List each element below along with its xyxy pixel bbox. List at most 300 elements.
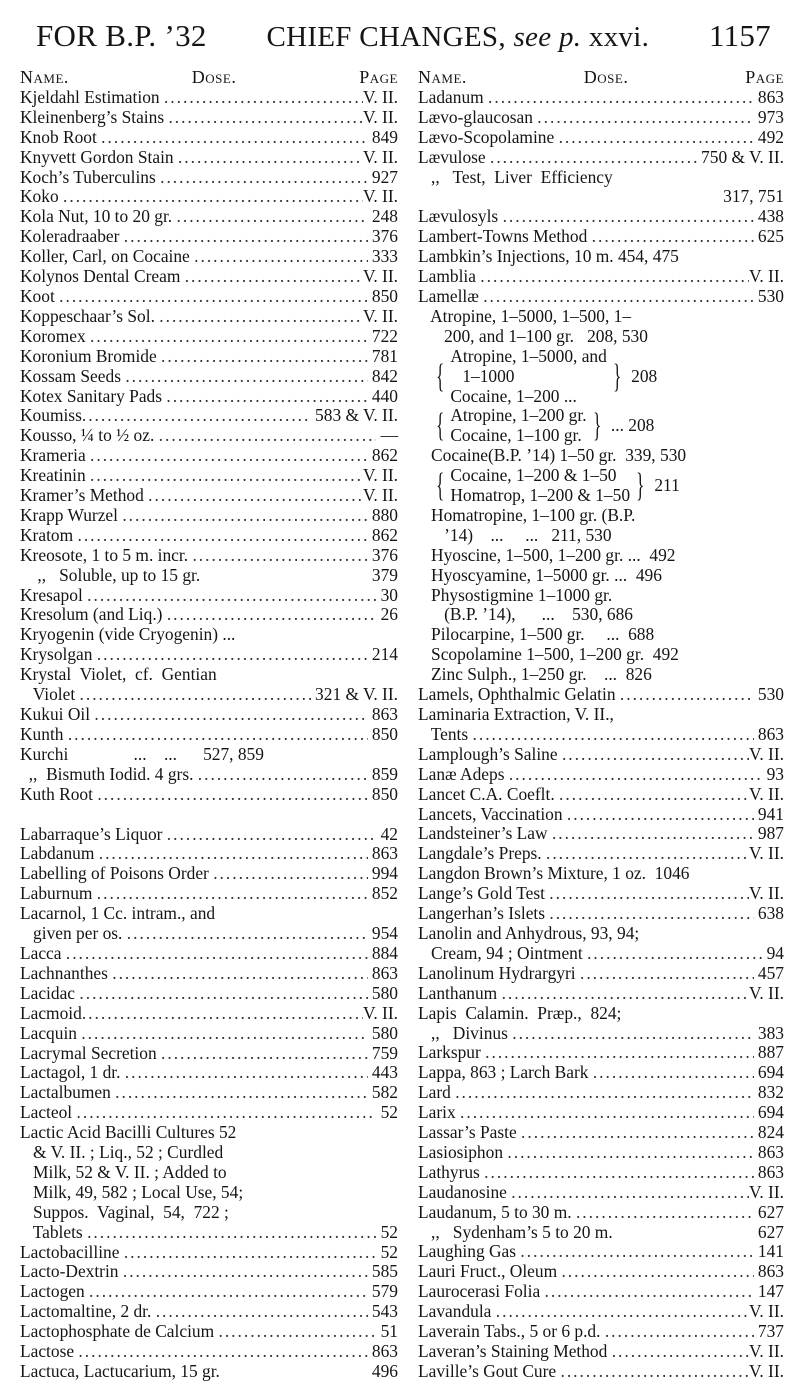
dot-leader: [488, 88, 754, 108]
index-entry: [20, 1004, 398, 1024]
entry-term: Lævulose: [418, 146, 490, 167]
entry-page-ref: 880: [367, 504, 398, 525]
header-xxvi: xxvi.: [588, 21, 650, 53]
index-entry: [20, 844, 398, 864]
brace-group-cocaine-homatrop: [418, 466, 784, 506]
index-entry: [20, 1123, 398, 1143]
dot-leader: [87, 1223, 376, 1243]
entry-page-ref: 849: [367, 126, 398, 147]
entry-term: Lævulosyls: [418, 206, 503, 227]
index-entry: [418, 1262, 784, 1282]
index-entry: [20, 1083, 398, 1103]
header-title: CHIEF CHANGES,: [266, 21, 506, 53]
entry-term: Lauri Fruct., Oleum: [418, 1261, 562, 1282]
index-entry: [20, 1024, 398, 1044]
index-entry: [418, 765, 784, 785]
entry-term: Lactomaltine, 2 dr.: [20, 1301, 156, 1322]
dot-leader: [159, 307, 363, 327]
entry-page-ref: 52: [376, 1221, 398, 1242]
entry-page-ref: V. II.: [363, 485, 398, 506]
entry-page-ref: 863: [367, 843, 398, 864]
entry-page-ref: 530: [753, 684, 784, 705]
dot-leader: [580, 964, 754, 984]
entry-term: ,, Test, Liver Efficiency: [418, 166, 613, 187]
index-entry: [20, 725, 398, 745]
index-entry: [20, 904, 398, 924]
entry-page-ref: 862: [367, 524, 398, 545]
index-entry: [20, 88, 398, 108]
entry-term: Lactophosphate de Calcium: [20, 1321, 219, 1342]
entry-term: Cream, 94 ; Ointment: [418, 942, 588, 963]
dot-leader: [94, 705, 367, 725]
entry-page-ref: V. II.: [363, 266, 398, 287]
left-brace-icon: {: [436, 467, 445, 505]
dot-leader: [502, 984, 749, 1004]
dot-leader: [167, 605, 376, 625]
index-column-right: [418, 68, 784, 1382]
dot-leader: [123, 1262, 368, 1282]
page-ref: ... 208: [610, 415, 655, 436]
entry-term: Lard: [418, 1082, 456, 1103]
entry-term: Scopolamine 1–500, 1–200 gr. 492: [418, 644, 679, 665]
index-entry: [20, 1163, 398, 1183]
dot-leader: [68, 725, 368, 745]
dot-leader: [160, 168, 367, 188]
entry-page-ref: 850: [367, 723, 398, 744]
dot-leader: [587, 944, 762, 964]
column-header: [418, 68, 784, 88]
dot-leader: [167, 825, 376, 845]
entry-page-ref: 141: [753, 1241, 784, 1262]
index-entry: [20, 446, 398, 466]
entry-page-ref: 580: [367, 982, 398, 1003]
entry-term: Langdon Brown’s Mixture, 1 oz. 1046: [418, 863, 690, 884]
index-entry: [418, 1004, 784, 1024]
entry-term: Laughing Gas: [418, 1241, 521, 1262]
index-entry: [418, 327, 784, 347]
column-header-name: Name.: [20, 67, 69, 87]
entry-page-ref: 52: [376, 1241, 398, 1262]
page-ref: 211: [654, 475, 680, 496]
dot-leader: [79, 984, 367, 1004]
dot-leader: [78, 1342, 367, 1362]
entry-term: ,, Divinus: [418, 1022, 513, 1043]
right-brace-icon: }: [636, 467, 645, 505]
entry-term: Koppeschaar’s Sol.: [20, 305, 160, 326]
brace-line: Cocaine, 1–100 gr.: [450, 425, 582, 446]
dot-leader: [620, 685, 754, 705]
entry-page-ref: 530: [753, 285, 784, 306]
entry-term: Lacarnol, 1 Cc. intram., and: [20, 903, 216, 924]
dot-leader: [90, 466, 363, 486]
brace-line: 1–1000: [462, 365, 515, 386]
index-entry: [418, 108, 784, 128]
dot-leader: [81, 1024, 367, 1044]
entry-term: Lactose: [20, 1341, 79, 1362]
index-column-left: [20, 68, 398, 1382]
entry-term: Kryogenin (vide Cryogenin) ...: [20, 624, 236, 645]
dot-leader: [198, 765, 368, 785]
dot-leader: [80, 685, 311, 705]
index-entry: [20, 1044, 398, 1064]
index-entry: [418, 924, 784, 944]
dot-leader: [168, 108, 363, 128]
dot-leader: [605, 1322, 754, 1342]
entry-page-ref: 52: [376, 1102, 398, 1123]
index-entry: [418, 1242, 784, 1262]
index-entry: [20, 665, 398, 685]
index-entry: [418, 1163, 784, 1183]
entry-term: Labarraque’s Liquor: [20, 823, 167, 844]
entry-term: Hyoscine, 1–500, 1–200 gr. ... 492: [418, 544, 676, 565]
dot-leader: [177, 207, 368, 227]
left-brace-icon: {: [436, 357, 445, 395]
index-entry: [20, 367, 398, 387]
index-entry: [20, 566, 398, 586]
dot-leader: [507, 1143, 753, 1163]
index-entry: [418, 1322, 784, 1342]
index-entries: [418, 506, 784, 1382]
dot-leader: [164, 88, 363, 108]
entry-page-ref: 859: [367, 763, 398, 784]
dot-leader: [521, 1123, 754, 1143]
entry-term: Laminaria Extraction, V. II.,: [418, 704, 614, 724]
entry-term: Lasiosiphon: [418, 1141, 508, 1162]
entry-term: & V. II. ; Liq., 52 ; Curdled: [20, 1142, 224, 1163]
entry-page-ref: 887: [753, 1042, 784, 1063]
entry-term: Laudanosine: [418, 1181, 512, 1202]
entry-term: Lactic Acid Bacilli Cultures 52: [20, 1122, 237, 1143]
index-entry: [418, 1223, 784, 1243]
entry-term: Laverain Tabs., 5 or 6 p.d.: [418, 1321, 605, 1342]
entry-term: Lamellæ: [418, 285, 484, 306]
header-p: p.: [558, 21, 582, 53]
index-entry: [20, 327, 398, 347]
dot-leader: [473, 725, 754, 745]
index-entry: [20, 347, 398, 367]
index-entry: [418, 1203, 784, 1223]
column-header: [20, 68, 398, 88]
index-entry: [20, 247, 398, 267]
index-entry: [418, 287, 784, 307]
page-number: 1157: [708, 18, 771, 53]
index-entry: [20, 1103, 398, 1123]
index-entry: [20, 426, 398, 446]
entry-page-ref: 750 & V. II.: [696, 146, 784, 167]
right-brace-icon: }: [592, 407, 601, 445]
entry-term: Lamels, Ophthalmic Gelatin: [418, 684, 620, 705]
entry-term: Laveran’s Staining Method: [418, 1341, 612, 1361]
dot-leader: [460, 1103, 754, 1123]
entry-page-ref: 42: [376, 823, 398, 844]
index-entry: [20, 1282, 398, 1302]
entry-page-ref: V. II.: [749, 982, 784, 1003]
dot-leader: [213, 864, 367, 884]
brace-group-atropine-cocaine: [418, 347, 784, 407]
entry-term: Lapis Calamin. Præp., 824;: [418, 1002, 622, 1023]
index-entry: [20, 645, 398, 665]
dot-leader: [549, 904, 753, 924]
entry-term: Kjeldahl Estimation: [20, 86, 164, 107]
column-header-dose: Dose.: [191, 67, 237, 87]
index-entry: [418, 964, 784, 984]
entry-term: Atropine, 1–5000, 1–500, 1–: [418, 305, 632, 326]
entry-term: Ladanum: [418, 86, 489, 107]
entry-term: Cocaine(B.P. ’14) 1–50 gr. 339, 530: [418, 445, 687, 466]
index-entry: [20, 625, 398, 645]
entry-page-ref: 824: [753, 1122, 784, 1143]
entry-term: Labdanum: [20, 843, 99, 864]
entry-page-ref: 694: [753, 1102, 784, 1123]
entry-page-ref: 863: [753, 723, 784, 744]
entry-page-ref: V. II.: [749, 1341, 784, 1361]
index-entry: [418, 904, 784, 924]
entry-page-ref: 376: [367, 544, 398, 565]
dot-leader: [159, 426, 377, 446]
entry-page-ref: 638: [753, 903, 784, 924]
entry-page-ref: 492: [753, 126, 784, 147]
dot-leader: [99, 844, 368, 864]
entry-term: Knyvett Gordon Stain: [20, 146, 178, 167]
index-entry: [20, 765, 398, 785]
entry-page-ref: 927: [367, 166, 398, 187]
brace-lines: [450, 406, 586, 446]
entry-page-ref: 863: [367, 1341, 398, 1362]
entry-page-ref: V. II.: [363, 1002, 398, 1023]
entry-page-ref: 863: [367, 962, 398, 983]
index-entry: [418, 864, 784, 884]
index-entry: [418, 187, 784, 207]
entry-term: Knob Root: [20, 126, 102, 147]
entry-page-ref: 583 & V. II.: [310, 405, 398, 426]
entry-term: Koumiss: [20, 405, 82, 426]
entry-page-ref: 383: [753, 1022, 784, 1043]
entry-term: Violet: [20, 684, 80, 705]
index-entry: [418, 1282, 784, 1302]
dot-leader: [112, 964, 367, 984]
index-entry: [20, 586, 398, 606]
entry-term: Kola Nut, 10 to 20 gr.: [20, 206, 177, 227]
index-entry: [418, 1342, 784, 1362]
entry-term: Koleradraaber: [20, 226, 124, 247]
entry-term: Lactuca, Lactucarium, 15 gr.: [20, 1361, 220, 1381]
index-entry: [418, 168, 784, 188]
header-left: FOR B.P. ’32: [36, 18, 207, 53]
entry-page-ref: 580: [367, 1022, 398, 1043]
index-entry: [418, 207, 784, 227]
entry-term: Lanolin and Anhydrous, 93, 94;: [418, 922, 640, 943]
entry-page-ref: 694: [753, 1062, 784, 1083]
entry-page-ref: 722: [367, 325, 398, 346]
entry-term: Koller, Carl, on Cocaine: [20, 246, 195, 267]
index-entry: [418, 446, 784, 466]
index-entry: [418, 844, 784, 864]
entry-page-ref: 440: [367, 385, 398, 406]
entry-page-ref: 51: [376, 1321, 398, 1342]
dot-leader: [166, 387, 367, 407]
entry-term: Lavandula: [418, 1301, 496, 1322]
entry-term: Lacmoid: [20, 1002, 82, 1023]
entry-page-ref: 941: [753, 803, 784, 824]
dot-leader: [561, 1262, 753, 1282]
brace-line: Homatrop, 1–200 & 1–50: [450, 485, 631, 506]
entry-term: Krapp Wurzel: [20, 504, 123, 525]
index-entry: [20, 1063, 398, 1083]
entry-page-ref: 30: [376, 584, 398, 605]
index-entry: [418, 665, 784, 685]
dot-leader: [612, 1342, 749, 1362]
entry-term: Suppos. Vaginal, 54, 722 ;: [20, 1201, 229, 1222]
index-entry: [418, 307, 784, 327]
index-entry: [20, 128, 398, 148]
brace-line: Atropine, 1–5000, and: [450, 345, 607, 366]
entry-page-ref: 94: [762, 942, 784, 963]
dot-leader: [194, 247, 367, 267]
index-entry: [20, 1143, 398, 1163]
page-header: [36, 18, 771, 58]
index-entry: [20, 984, 398, 1004]
index-entry: [20, 466, 398, 486]
index-entry: [418, 1043, 784, 1063]
entry-term: Landsteiner’s Law: [418, 823, 552, 844]
entry-term: Milk, 49, 582 ; Local Use, 54;: [20, 1181, 244, 1202]
dot-leader: [63, 187, 363, 207]
dot-leader: [559, 128, 754, 148]
entry-page-ref: 884: [367, 942, 398, 963]
dot-leader: [101, 128, 367, 148]
dot-leader: [127, 924, 368, 944]
entry-term: Tents: [418, 723, 473, 744]
index-entry: [418, 805, 784, 825]
entry-term: Lacto-Dextrin: [20, 1261, 123, 1282]
index-entry: [20, 944, 398, 964]
index-entry: [20, 964, 398, 984]
dot-leader: [192, 546, 367, 566]
entry-page-ref: 585: [367, 1261, 398, 1282]
entry-page-ref: 759: [367, 1042, 398, 1063]
brace-line: Atropine, 1–200 gr.: [450, 405, 587, 426]
entry-term: Koko: [20, 186, 63, 207]
entry-page-ref: V. II.: [363, 465, 398, 486]
entry-term: Lambert-Towns Method: [418, 226, 592, 247]
entry-page-ref: 438: [753, 206, 784, 227]
entry-term: Lamplough’s Saline: [418, 743, 562, 764]
entry-term: Kukui Oil: [20, 704, 95, 724]
entry-page-ref: V. II.: [363, 186, 398, 207]
brace-group-atropine-cocaine-gr: [418, 406, 784, 446]
entry-term: Kurchi ... ... 527, 859: [20, 743, 264, 764]
dot-leader: [496, 1302, 749, 1322]
index-entries: [418, 446, 784, 466]
entry-page-ref: V. II.: [749, 1181, 784, 1202]
index-entry: [20, 1342, 398, 1362]
entry-page-ref: 543: [367, 1301, 398, 1322]
entry-page-ref: 973: [753, 106, 784, 127]
index-entry: [418, 745, 784, 765]
dot-leader: [576, 1203, 754, 1223]
index-entry: [20, 1203, 398, 1223]
dot-leader: [77, 526, 367, 546]
index-entry: [20, 1262, 398, 1282]
entry-page-ref: 625: [753, 226, 784, 247]
column-header-page: Page: [359, 67, 398, 87]
dot-leader: [97, 785, 367, 805]
index-entry: [418, 785, 784, 805]
dot-leader: [124, 1243, 376, 1263]
index-entry: [418, 705, 784, 725]
index-entry: [20, 307, 398, 327]
entry-page-ref: 862: [367, 445, 398, 466]
entry-page-ref: 863: [753, 1161, 784, 1182]
index-entry: [418, 1123, 784, 1143]
entry-term: Kramer’s Method: [20, 485, 149, 506]
dot-leader: [122, 506, 367, 526]
dot-leader: [161, 1044, 368, 1064]
entry-term: Laurocerasi Folia: [418, 1281, 545, 1302]
index-entry: [20, 1243, 398, 1263]
entry-page-ref: 832: [753, 1082, 784, 1103]
index-entry: [20, 1183, 398, 1203]
entry-page-ref: 379: [367, 564, 398, 585]
index-entry: [418, 566, 784, 586]
index-entry: [20, 1322, 398, 1342]
dot-leader: [545, 1282, 754, 1302]
entry-page-ref: V. II.: [749, 843, 784, 864]
index-entry: [20, 108, 398, 128]
entry-page-ref: 457: [753, 962, 784, 983]
entry-term: Kleinenberg’s Stains: [20, 106, 169, 127]
entry-term: Kotex Sanitary Pads: [20, 385, 167, 406]
dot-leader: [148, 486, 363, 506]
index-entry: [20, 526, 398, 546]
dot-leader: [124, 227, 368, 247]
entry-term: Lanolinum Hydrargyri: [418, 962, 580, 983]
header-see: see: [513, 21, 552, 53]
dot-leader: [97, 645, 368, 665]
left-brace-icon: {: [436, 407, 445, 445]
entry-term: Laville’s Gout Cure: [418, 1360, 561, 1381]
entry-page-ref: V. II.: [749, 783, 784, 804]
entry-term: Larkspur: [418, 1042, 486, 1063]
entry-page-ref: 26: [376, 604, 398, 625]
dot-leader: [503, 207, 754, 227]
entry-term: Kreosote, 1 to 5 m. incr.: [20, 544, 193, 565]
dot-leader: [455, 1083, 753, 1103]
entry-page-ref: V. II.: [363, 305, 398, 326]
index-entry: [20, 685, 398, 705]
brace-lines: [450, 347, 607, 407]
entry-term: Krysolgan: [20, 644, 97, 665]
entry-page-ref: 443: [367, 1062, 398, 1083]
entry-page-ref: 496: [358, 1361, 398, 1381]
index-entry: [418, 247, 784, 267]
index-entry: [20, 884, 398, 904]
index-entry: [20, 1362, 398, 1382]
index-entry: [20, 406, 398, 426]
entry-term: Lathyrus: [418, 1161, 485, 1182]
entry-term: Kossam Seeds: [20, 365, 126, 386]
entry-page-ref: 954: [367, 923, 398, 944]
dot-leader: [82, 1004, 363, 1024]
dot-leader: [559, 785, 749, 805]
dot-leader: [560, 1362, 749, 1382]
entry-term: Lambkin’s Injections, 10 m. 454, 475: [418, 246, 679, 267]
dot-leader: [512, 1024, 753, 1044]
dot-leader: [546, 844, 749, 864]
entry-term: Lassar’s Paste: [418, 1122, 522, 1143]
dot-leader: [161, 347, 368, 367]
entry-term: Koromex: [20, 325, 91, 346]
